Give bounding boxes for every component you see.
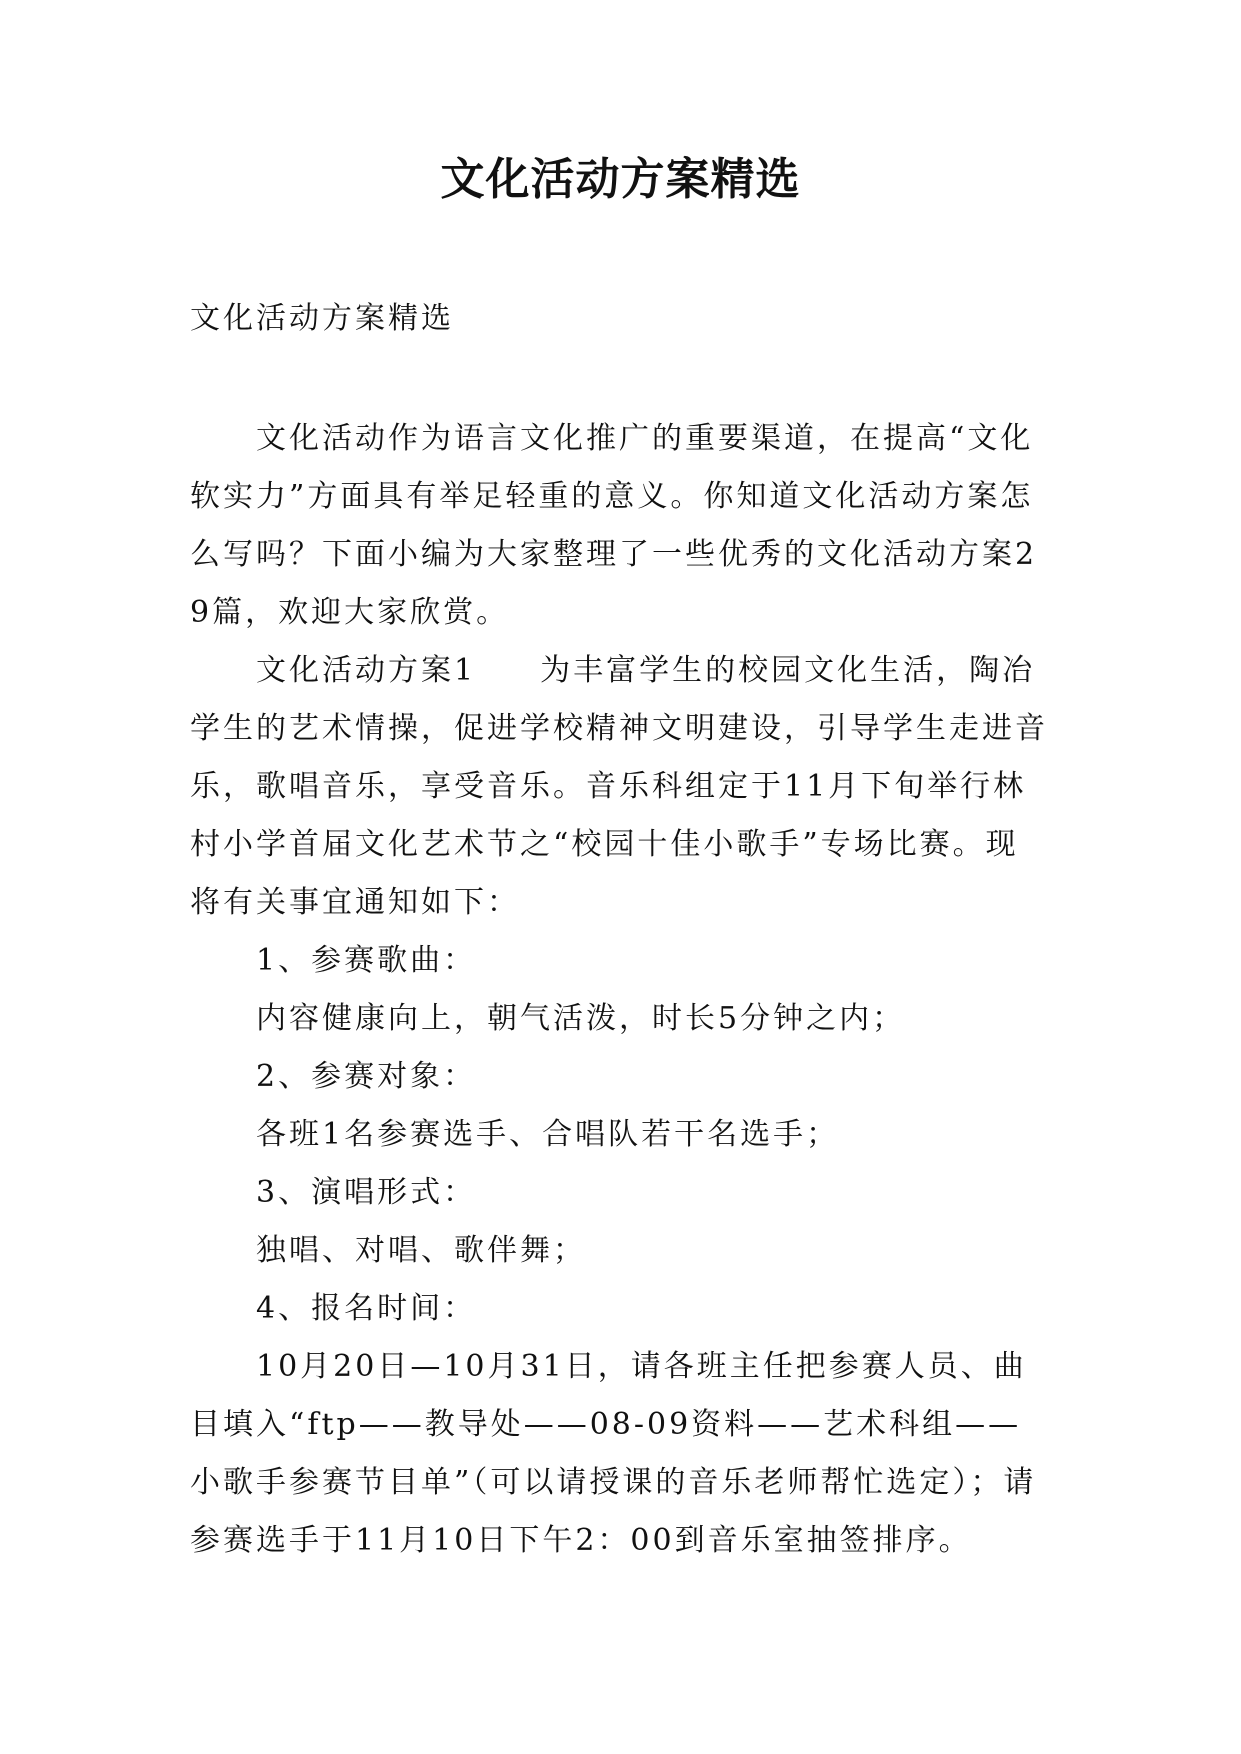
document-body bbox=[190, 410, 1050, 1570]
document-subtitle: 文化活动方案精选 bbox=[190, 301, 454, 336]
item-1-text: 内容健康向上，朝气活泼，时长5分钟之内； bbox=[256, 1001, 906, 1036]
item-3-text: 独唱、对唱、歌伴舞； bbox=[256, 1233, 586, 1268]
item-2-text: 各班1名参赛选手、合唱队若干名选手； bbox=[256, 1117, 840, 1152]
document-title: 文化活动方案精选 bbox=[440, 154, 801, 205]
intro-paragraph: 文化活动作为语言文化推广的重要渠道，在提高“文化软实力”方面具有举足轻重的意义。你知道文化活动方案怎么写吗？下面小编为大家整理了一些优秀的文化活动方案29篇，欢迎大家欣赏。 bbox=[190, 421, 1038, 630]
section-1-paragraph bbox=[190, 642, 1050, 932]
item-4-text: 10月20日—10月31日，请各班主任把参赛人员、曲目填入“ftp——教导处——08-09资料——艺术科组——小歌手参赛节目单”（可以请授课的音乐老师帮忙选定）；请参赛选手于11月10日下午2：00到音乐室抽签排序。 bbox=[190, 1349, 1037, 1558]
item-3-heading: 3、演唱形式： bbox=[256, 1175, 477, 1210]
item-4-heading: 4、报名时间： bbox=[256, 1291, 477, 1326]
section-1-body: 为丰富学生的校园文化生活，陶冶学生的艺术情操，促进学校精神文明建设，引导学生走进音乐，歌唱音乐，享受音乐。音乐科组定于11月下旬举行林村小学首届文化艺术节之“校园十佳小歌手”专场比赛。现将有关事宜通知如下： bbox=[190, 653, 1048, 920]
section-1-heading: 文化活动方案1 bbox=[256, 653, 477, 688]
item-2-heading: 2、参赛对象： bbox=[256, 1059, 477, 1094]
item-1-heading: 1、参赛歌曲： bbox=[256, 943, 477, 978]
